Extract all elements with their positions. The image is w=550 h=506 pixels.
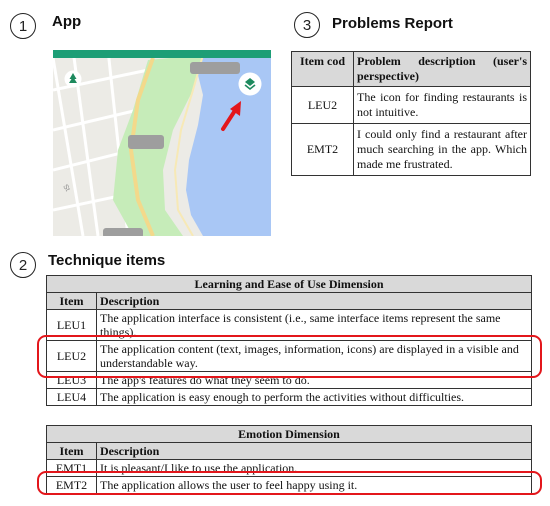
- app-map-screenshot: [53, 50, 271, 236]
- park-marker-icon[interactable]: [64, 70, 82, 92]
- item-code: LEU4: [47, 389, 97, 406]
- learning-dimension-title: Learning and Ease of Use Dimension: [47, 276, 532, 293]
- highlight-emt2: [37, 471, 542, 495]
- item-code: LEU1: [47, 310, 97, 341]
- problem-description: I could only find a restaurant after much searching in the app. Which made me frustrated.: [354, 124, 531, 176]
- item-code: EMT2: [47, 477, 97, 494]
- item-code: EMT1: [47, 460, 97, 477]
- section-number-3: 3: [294, 12, 320, 38]
- problems-report-table: [291, 51, 531, 176]
- section-number-1: 1: [10, 13, 36, 39]
- item-code: LEU3: [47, 372, 97, 389]
- section-number-2: 2: [10, 252, 36, 278]
- problems-header-code: Item cod: [292, 52, 354, 87]
- layers-icon[interactable]: [238, 72, 262, 96]
- emotion-header-item: Item: [47, 443, 97, 460]
- section-title-app: App: [52, 13, 82, 30]
- learning-header-description: Description: [97, 293, 532, 310]
- section-title-technique-items: Technique items: [48, 252, 166, 269]
- item-description: The application content (text, images, information, icons) are displayed in a visible and understandable way.: [97, 341, 532, 372]
- red-arrow: [219, 100, 245, 132]
- learning-header-item: Item: [47, 293, 97, 310]
- highlight-leu2: [37, 335, 542, 378]
- problem-description: The icon for finding restaurants is not intuitive.: [354, 87, 531, 124]
- section-title-problems-report: Problems Report: [332, 15, 453, 32]
- emotion-dimension-title: Emotion Dimension: [47, 426, 532, 443]
- item-description: The application is easy enough to perform the activities without difficulties.: [97, 389, 532, 406]
- problem-code: EMT2: [292, 124, 354, 176]
- item-description: The application interface is consistent (i.e., same interface items represent the same things).: [97, 310, 532, 341]
- table-row: [292, 87, 531, 124]
- table-row: [47, 389, 532, 406]
- item-description: It is pleasant/I like to use the application.: [97, 460, 532, 477]
- table-row: [292, 124, 531, 176]
- problems-header-description: Problem description (user's perspective): [354, 52, 531, 87]
- item-description: The app's features do what they seem to do.: [97, 372, 532, 389]
- problem-code: LEU2: [292, 87, 354, 124]
- emotion-header-description: Description: [97, 443, 532, 460]
- item-code: LEU2: [47, 341, 97, 372]
- svg-text:St: St: [61, 183, 71, 193]
- item-description: The application allows the user to feel happy using it.: [97, 477, 532, 494]
